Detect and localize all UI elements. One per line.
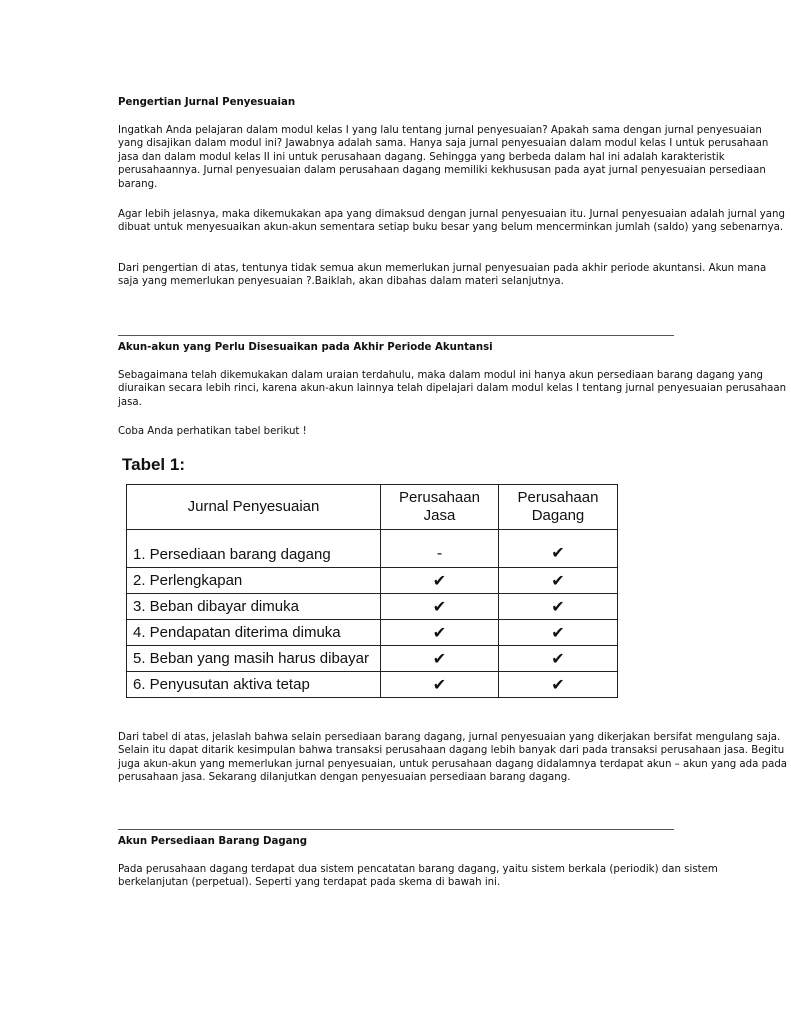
section2-heading: Akun-akun yang Perlu Disesuaikan pada Akhir Periode Akuntansi	[118, 342, 493, 353]
adjustment-table	[126, 484, 618, 698]
row-jasa-check-icon: ✔	[381, 594, 499, 620]
table-header-row	[127, 485, 618, 530]
section2-paragraph-1: Sebagaimana telah dikemukakan dalam uraian terdahulu, maka dalam modul ini hanya akun persediaan barang dagang yang diuraikan secara lebih rinci, karena akun-akun lainnya telah dipelajari dalam modul kelas I tentang jurnal penyesuaian perusahaan jasa.	[118, 370, 787, 408]
header-perusahaan-dagang	[499, 485, 618, 530]
row-dagang-check-icon: ✔	[499, 672, 618, 698]
table-row	[127, 646, 618, 672]
table-row	[127, 530, 618, 568]
header-jurnal-penyesuaian: Jurnal Penyesuaian	[127, 485, 381, 530]
table-row	[127, 594, 618, 620]
section2-paragraph-2: Coba Anda perhatikan tabel berikut !	[118, 426, 307, 437]
section-divider-1	[118, 335, 674, 336]
row-name: 4. Pendapatan diterima dimuka	[127, 620, 381, 646]
section3-paragraph-1: Pada perusahaan dagang terdapat dua sistem pencatatan barang dagang, yaitu sistem berkala (periodik) dan sistem berkelanjutan (perpetual). Seperti yang terdapat pada skema di bawah ini.	[118, 864, 718, 889]
row-jasa-check-icon: ✔	[381, 568, 499, 594]
row-name: 1. Persediaan barang dagang	[127, 530, 381, 568]
table-title: Tabel 1:	[122, 455, 185, 474]
table-row	[127, 672, 618, 698]
row-name: 2. Perlengkapan	[127, 568, 381, 594]
section1-paragraph-1: Ingatkah Anda pelajaran dalam modul kelas I yang lalu tentang jurnal penyesuaian? Apakah sama dengan jurnal penyesuaian yang disajikan dalam modul ini? Jawabnya adalah sama. Hanya saja jurnal penyesuaian dalam modul kelas I untuk perusahaan jasa dan dalam modul kelas II ini untuk perusahaan dagang. Sehingga yang berbeda dalam hal ini adalah karakteristik perusahaannya. Jurnal penyesuaian dalam perusahaan dagang memiliki kekhususan pada ayat jurnal penyesuaian persediaan barang.	[118, 125, 769, 190]
row-dagang-check-icon: ✔	[499, 620, 618, 646]
row-dagang-check-icon: ✔	[499, 594, 618, 620]
header-dagang-line1: Perusahaan	[517, 489, 599, 506]
row-jasa-check-icon: ✔	[381, 672, 499, 698]
row-name: 3. Beban dibayar dimuka	[127, 594, 381, 620]
header-dagang-line2: Dagang	[531, 507, 585, 524]
row-dagang-check-icon: ✔	[499, 530, 618, 568]
header-perusahaan-jasa	[381, 485, 499, 530]
row-dagang-check-icon: ✔	[499, 568, 618, 594]
header-jasa-line1: Perusahaan	[399, 489, 480, 506]
section1-heading: Pengertian Jurnal Penyesuaian	[118, 97, 296, 108]
row-dagang-check-icon: ✔	[499, 646, 618, 672]
section-divider-2	[118, 829, 674, 830]
section1-paragraph-2: Agar lebih jelasnya, maka dikemukakan apa yang dimaksud dengan jurnal penyesuaian itu. Jurnal penyesuaian adalah jurnal yang dibuat untuk menyesuaikan akun-akun sementara setiap buku besar yang belum mencerminkan jumlah (saldo) yang sebenarnya.	[118, 209, 785, 234]
row-name: 5. Beban yang masih harus dibayar	[127, 646, 381, 672]
table-row	[127, 620, 618, 646]
row-jasa-mark: -	[381, 530, 499, 568]
header-jasa-line2: Jasa	[423, 507, 456, 524]
row-name: 6. Penyusutan aktiva tetap	[127, 672, 381, 698]
section2-after-table: Dari tabel di atas, jelaslah bahwa selain persediaan barang dagang, jurnal penyesuaian yang dikerjakan bersifat mengulang saja. Selain itu dapat ditarik kesimpulan bahwa transaksi perusahaan dagang lebih banyak dari pada transaksi perusahaan jasa. Begitu juga akun-akun yang memerlukan jurnal penyesuaian, untuk perusahaan dagang didalamnya terdapat akun – akun yang ada pada perusahaan jasa. Sekarang dilanjutkan dengan penyesuaian persediaan barang dagang.	[118, 732, 788, 784]
section1-paragraph-3: Dari pengertian di atas, tentunya tidak semua akun memerlukan jurnal penyesuaian pada akhir periode akuntansi. Akun mana saja yang memerlukan penyesuaian ?.Baiklah, akan dibahas dalam materi selanjutnya.	[118, 263, 767, 288]
row-jasa-check-icon: ✔	[381, 620, 499, 646]
table-row	[127, 568, 618, 594]
row-jasa-check-icon: ✔	[381, 646, 499, 672]
section3-heading: Akun Persediaan Barang Dagang	[118, 836, 308, 847]
